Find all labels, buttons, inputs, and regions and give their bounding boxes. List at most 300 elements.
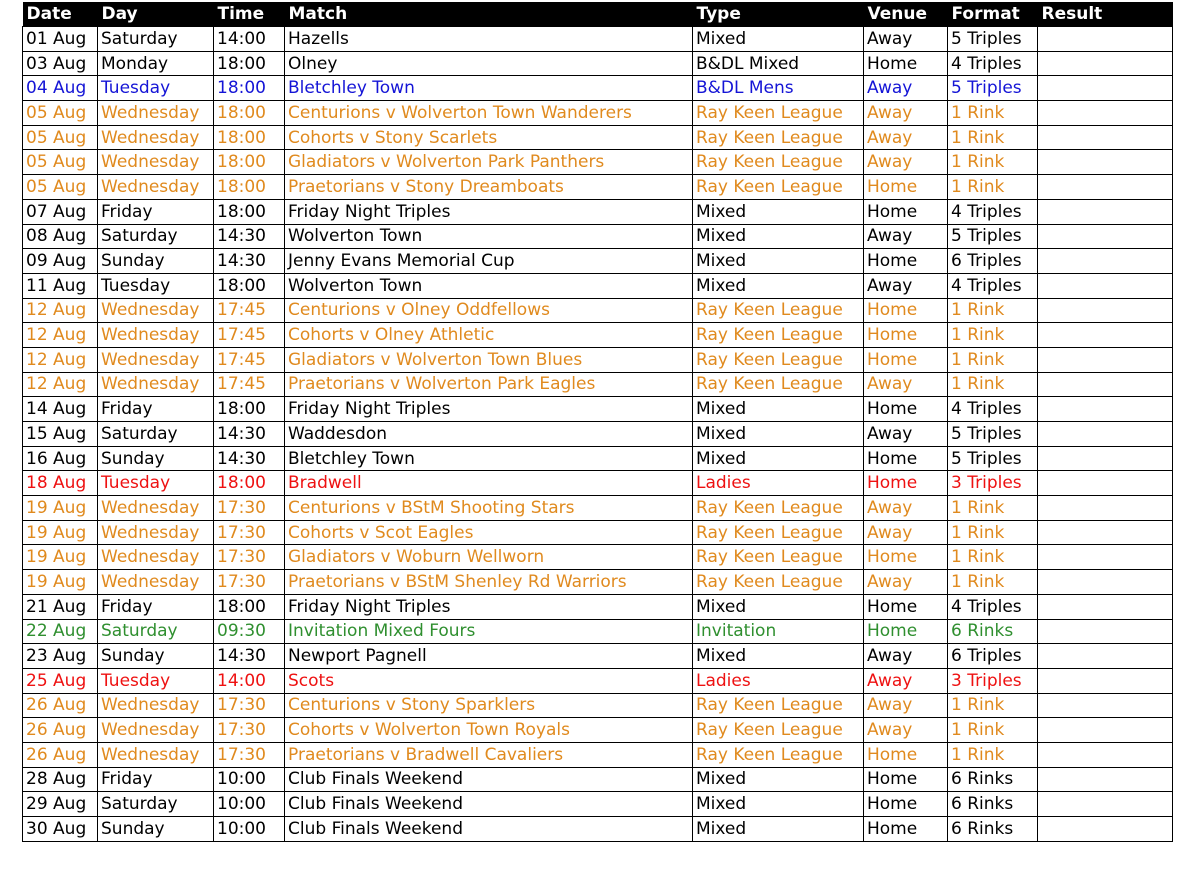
cell-venue[interactable]: Home	[864, 471, 948, 496]
cell-date[interactable]: 18 Aug	[23, 471, 98, 496]
cell-time[interactable]: 18:00	[214, 397, 285, 422]
cell-type[interactable]: Ray Keen League	[693, 323, 864, 348]
table-row	[23, 520, 1173, 545]
cell-day[interactable]: Wednesday	[98, 323, 214, 348]
cell-time[interactable]: 09:30	[214, 619, 285, 644]
cell-format[interactable]: 1 Rink	[948, 570, 1038, 595]
cell-format[interactable]: 5 Triples	[948, 76, 1038, 101]
cell-type[interactable]: Mixed	[693, 644, 864, 669]
cell-time[interactable]: 14:00	[214, 27, 285, 52]
cell-match[interactable]: Gladiators v Woburn Wellworn	[285, 545, 693, 570]
table-row	[23, 471, 1173, 496]
cell-venue[interactable]: Home	[864, 323, 948, 348]
cell-format[interactable]: 5 Triples	[948, 224, 1038, 249]
cell-format[interactable]: 1 Rink	[948, 520, 1038, 545]
cell-result[interactable]	[1038, 323, 1173, 348]
cell-result[interactable]	[1038, 249, 1173, 274]
cell-result[interactable]	[1038, 347, 1173, 372]
cell-date[interactable]: 05 Aug	[23, 125, 98, 150]
cell-match[interactable]: Cohorts v Olney Athletic	[285, 323, 693, 348]
cell-format[interactable]: 5 Triples	[948, 446, 1038, 471]
cell-date[interactable]: 05 Aug	[23, 175, 98, 200]
cell-format[interactable]: 1 Rink	[948, 150, 1038, 175]
cell-format[interactable]: 1 Rink	[948, 496, 1038, 521]
cell-match[interactable]: Praetorians v Bradwell Cavaliers	[285, 742, 693, 767]
cell-match[interactable]: Friday Night Triples	[285, 199, 693, 224]
cell-date[interactable]: 11 Aug	[23, 273, 98, 298]
cell-date[interactable]: 26 Aug	[23, 693, 98, 718]
cell-day[interactable]: Friday	[98, 767, 214, 792]
cell-date[interactable]: 26 Aug	[23, 742, 98, 767]
cell-result[interactable]	[1038, 298, 1173, 323]
header-match[interactable]: Match	[285, 2, 693, 27]
cell-format[interactable]: 4 Triples	[948, 397, 1038, 422]
cell-time[interactable]: 17:30	[214, 545, 285, 570]
cell-time[interactable]: 17:30	[214, 742, 285, 767]
cell-format[interactable]: 1 Rink	[948, 125, 1038, 150]
cell-type[interactable]: Ray Keen League	[693, 125, 864, 150]
cell-date[interactable]: 12 Aug	[23, 372, 98, 397]
cell-day[interactable]: Wednesday	[98, 298, 214, 323]
cell-result[interactable]	[1038, 471, 1173, 496]
table-row	[23, 347, 1173, 372]
cell-venue[interactable]: Away	[864, 668, 948, 693]
cell-match[interactable]: Centurions v BStM Shooting Stars	[285, 496, 693, 521]
cell-type[interactable]: Ray Keen League	[693, 347, 864, 372]
cell-venue[interactable]: Away	[864, 27, 948, 52]
cell-day[interactable]: Sunday	[98, 446, 214, 471]
table-row	[23, 101, 1173, 126]
table-row	[23, 76, 1173, 101]
cell-date[interactable]: 30 Aug	[23, 817, 98, 842]
cell-time[interactable]: 10:00	[214, 767, 285, 792]
cell-venue[interactable]: Away	[864, 125, 948, 150]
cell-day[interactable]: Saturday	[98, 422, 214, 447]
table-row	[23, 767, 1173, 792]
cell-format[interactable]: 3 Triples	[948, 471, 1038, 496]
cell-date[interactable]: 29 Aug	[23, 792, 98, 817]
cell-time[interactable]: 18:00	[214, 594, 285, 619]
cell-day[interactable]: Sunday	[98, 817, 214, 842]
cell-result[interactable]	[1038, 76, 1173, 101]
cell-date[interactable]: 22 Aug	[23, 619, 98, 644]
cell-match[interactable]: Bletchley Town	[285, 446, 693, 471]
cell-match[interactable]: Waddesdon	[285, 422, 693, 447]
cell-type[interactable]: Mixed	[693, 767, 864, 792]
table-row	[23, 150, 1173, 175]
cell-venue[interactable]: Away	[864, 273, 948, 298]
cell-date[interactable]: 07 Aug	[23, 199, 98, 224]
cell-result[interactable]	[1038, 496, 1173, 521]
cell-time[interactable]: 18:00	[214, 101, 285, 126]
cell-match[interactable]: Newport Pagnell	[285, 644, 693, 669]
cell-format[interactable]: 6 Rinks	[948, 817, 1038, 842]
cell-match[interactable]: Club Finals Weekend	[285, 792, 693, 817]
cell-time[interactable]: 14:00	[214, 668, 285, 693]
cell-result[interactable]	[1038, 767, 1173, 792]
cell-venue[interactable]: Home	[864, 249, 948, 274]
cell-format[interactable]: 5 Triples	[948, 27, 1038, 52]
cell-venue[interactable]: Home	[864, 51, 948, 76]
cell-format[interactable]: 1 Rink	[948, 718, 1038, 743]
cell-day[interactable]: Saturday	[98, 27, 214, 52]
table-row	[23, 51, 1173, 76]
cell-date[interactable]: 25 Aug	[23, 668, 98, 693]
cell-venue[interactable]: Away	[864, 372, 948, 397]
cell-day[interactable]: Wednesday	[98, 175, 214, 200]
cell-venue[interactable]: Away	[864, 150, 948, 175]
cell-date[interactable]: 05 Aug	[23, 101, 98, 126]
cell-day[interactable]: Wednesday	[98, 372, 214, 397]
cell-day[interactable]: Wednesday	[98, 545, 214, 570]
cell-time[interactable]: 17:30	[214, 718, 285, 743]
cell-venue[interactable]: Home	[864, 817, 948, 842]
cell-type[interactable]: Ray Keen League	[693, 496, 864, 521]
cell-time[interactable]: 18:00	[214, 125, 285, 150]
cell-result[interactable]	[1038, 422, 1173, 447]
cell-result[interactable]	[1038, 199, 1173, 224]
cell-type[interactable]: Ladies	[693, 668, 864, 693]
cell-format[interactable]: 6 Rinks	[948, 619, 1038, 644]
cell-day[interactable]: Monday	[98, 51, 214, 76]
cell-day[interactable]: Wednesday	[98, 693, 214, 718]
cell-result[interactable]	[1038, 668, 1173, 693]
cell-day[interactable]: Wednesday	[98, 496, 214, 521]
table-row	[23, 644, 1173, 669]
table-row	[23, 446, 1173, 471]
cell-match[interactable]: Wolverton Town	[285, 224, 693, 249]
cell-type[interactable]: Ray Keen League	[693, 150, 864, 175]
cell-day[interactable]: Friday	[98, 397, 214, 422]
cell-match[interactable]: Invitation Mixed Fours	[285, 619, 693, 644]
cell-type[interactable]: Mixed	[693, 273, 864, 298]
cell-type[interactable]: Mixed	[693, 397, 864, 422]
cell-match[interactable]: Centurions v Olney Oddfellows	[285, 298, 693, 323]
cell-time[interactable]: 18:00	[214, 175, 285, 200]
cell-result[interactable]	[1038, 175, 1173, 200]
header-type[interactable]: Type	[693, 2, 864, 27]
cell-match[interactable]: Cohorts v Scot Eagles	[285, 520, 693, 545]
cell-day[interactable]: Wednesday	[98, 150, 214, 175]
cell-venue[interactable]: Home	[864, 742, 948, 767]
cell-venue[interactable]: Home	[864, 446, 948, 471]
table-row	[23, 27, 1173, 52]
cell-time[interactable]: 17:30	[214, 496, 285, 521]
cell-result[interactable]	[1038, 742, 1173, 767]
cell-result[interactable]	[1038, 718, 1173, 743]
cell-type[interactable]: Mixed	[693, 817, 864, 842]
cell-format[interactable]: 6 Triples	[948, 249, 1038, 274]
cell-match[interactable]: Friday Night Triples	[285, 397, 693, 422]
cell-format[interactable]: 3 Triples	[948, 668, 1038, 693]
cell-date[interactable]: 16 Aug	[23, 446, 98, 471]
header-result[interactable]: Result	[1038, 2, 1173, 27]
cell-format[interactable]: 1 Rink	[948, 545, 1038, 570]
cell-result[interactable]	[1038, 101, 1173, 126]
table-row	[23, 199, 1173, 224]
cell-result[interactable]	[1038, 570, 1173, 595]
cell-match[interactable]: Scots	[285, 668, 693, 693]
cell-result[interactable]	[1038, 817, 1173, 842]
table-row	[23, 693, 1173, 718]
cell-match[interactable]: Praetorians v BStM Shenley Rd Warriors	[285, 570, 693, 595]
cell-date[interactable]: 04 Aug	[23, 76, 98, 101]
cell-date[interactable]: 26 Aug	[23, 718, 98, 743]
header-format[interactable]: Format	[948, 2, 1038, 27]
cell-result[interactable]	[1038, 594, 1173, 619]
cell-type[interactable]: Mixed	[693, 27, 864, 52]
cell-result[interactable]	[1038, 224, 1173, 249]
cell-type[interactable]: Ray Keen League	[693, 175, 864, 200]
cell-day[interactable]: Tuesday	[98, 76, 214, 101]
cell-venue[interactable]: Home	[864, 347, 948, 372]
table-row	[23, 570, 1173, 595]
cell-format[interactable]: 1 Rink	[948, 347, 1038, 372]
cell-match[interactable]: Jenny Evans Memorial Cup	[285, 249, 693, 274]
cell-format[interactable]: 1 Rink	[948, 372, 1038, 397]
table-row	[23, 224, 1173, 249]
cell-venue[interactable]: Home	[864, 594, 948, 619]
cell-date[interactable]: 12 Aug	[23, 298, 98, 323]
table-row	[23, 125, 1173, 150]
cell-date[interactable]: 15 Aug	[23, 422, 98, 447]
cell-type[interactable]: Mixed	[693, 594, 864, 619]
cell-date[interactable]: 23 Aug	[23, 644, 98, 669]
cell-day[interactable]: Saturday	[98, 792, 214, 817]
cell-type[interactable]: B&DL Mixed	[693, 51, 864, 76]
cell-day[interactable]: Tuesday	[98, 273, 214, 298]
cell-match[interactable]: Cohorts v Wolverton Town Royals	[285, 718, 693, 743]
cell-format[interactable]: 6 Rinks	[948, 792, 1038, 817]
cell-match[interactable]: Club Finals Weekend	[285, 767, 693, 792]
cell-match[interactable]: Bletchley Town	[285, 76, 693, 101]
cell-day[interactable]: Saturday	[98, 224, 214, 249]
cell-format[interactable]: 6 Rinks	[948, 767, 1038, 792]
cell-date[interactable]: 01 Aug	[23, 27, 98, 52]
cell-match[interactable]: Cohorts v Stony Scarlets	[285, 125, 693, 150]
cell-day[interactable]: Sunday	[98, 644, 214, 669]
cell-type[interactable]: Mixed	[693, 422, 864, 447]
cell-time[interactable]: 17:30	[214, 520, 285, 545]
cell-venue[interactable]: Home	[864, 199, 948, 224]
cell-day[interactable]: Saturday	[98, 619, 214, 644]
cell-format[interactable]: 1 Rink	[948, 742, 1038, 767]
table-row	[23, 323, 1173, 348]
cell-type[interactable]: Mixed	[693, 792, 864, 817]
cell-time[interactable]: 18:00	[214, 471, 285, 496]
cell-venue[interactable]: Home	[864, 175, 948, 200]
cell-match[interactable]: Gladiators v Wolverton Park Panthers	[285, 150, 693, 175]
cell-format[interactable]: 1 Rink	[948, 101, 1038, 126]
cell-match[interactable]: Centurions v Stony Sparklers	[285, 693, 693, 718]
cell-time[interactable]: 14:30	[214, 644, 285, 669]
fixtures-table	[22, 2, 1173, 842]
cell-result[interactable]	[1038, 446, 1173, 471]
cell-time[interactable]: 17:30	[214, 570, 285, 595]
table-row	[23, 619, 1173, 644]
cell-day[interactable]: Wednesday	[98, 101, 214, 126]
cell-date[interactable]: 09 Aug	[23, 249, 98, 274]
cell-type[interactable]: Mixed	[693, 249, 864, 274]
cell-date[interactable]: 19 Aug	[23, 496, 98, 521]
cell-time[interactable]: 14:30	[214, 446, 285, 471]
cell-time[interactable]: 17:45	[214, 298, 285, 323]
cell-time[interactable]: 14:30	[214, 249, 285, 274]
cell-result[interactable]	[1038, 792, 1173, 817]
cell-result[interactable]	[1038, 397, 1173, 422]
cell-time[interactable]: 18:00	[214, 76, 285, 101]
cell-venue[interactable]: Away	[864, 224, 948, 249]
cell-type[interactable]: Ray Keen League	[693, 545, 864, 570]
cell-time[interactable]: 10:00	[214, 792, 285, 817]
cell-type[interactable]: Ray Keen League	[693, 570, 864, 595]
cell-time[interactable]: 18:00	[214, 273, 285, 298]
cell-date[interactable]: 08 Aug	[23, 224, 98, 249]
table-row	[23, 372, 1173, 397]
cell-format[interactable]: 1 Rink	[948, 323, 1038, 348]
cell-time[interactable]: 17:30	[214, 693, 285, 718]
cell-result[interactable]	[1038, 125, 1173, 150]
cell-match[interactable]: Friday Night Triples	[285, 594, 693, 619]
cell-type[interactable]: Mixed	[693, 446, 864, 471]
cell-type[interactable]: Mixed	[693, 199, 864, 224]
cell-venue[interactable]: Away	[864, 496, 948, 521]
header-day[interactable]: Day	[98, 2, 214, 27]
cell-venue[interactable]: Home	[864, 767, 948, 792]
table-row	[23, 668, 1173, 693]
cell-type[interactable]: Ray Keen League	[693, 101, 864, 126]
cell-format[interactable]: 4 Triples	[948, 51, 1038, 76]
cell-day[interactable]: Wednesday	[98, 742, 214, 767]
table-row	[23, 397, 1173, 422]
cell-day[interactable]: Wednesday	[98, 520, 214, 545]
cell-format[interactable]: 1 Rink	[948, 693, 1038, 718]
cell-day[interactable]: Wednesday	[98, 125, 214, 150]
cell-venue[interactable]: Away	[864, 718, 948, 743]
cell-venue[interactable]: Away	[864, 101, 948, 126]
cell-match[interactable]: Centurions v Wolverton Town Wanderers	[285, 101, 693, 126]
cell-date[interactable]: 14 Aug	[23, 397, 98, 422]
table-row	[23, 792, 1173, 817]
cell-date[interactable]: 28 Aug	[23, 767, 98, 792]
cell-result[interactable]	[1038, 372, 1173, 397]
cell-date[interactable]: 12 Aug	[23, 347, 98, 372]
table-row	[23, 298, 1173, 323]
cell-type[interactable]: Invitation	[693, 619, 864, 644]
cell-venue[interactable]: Away	[864, 570, 948, 595]
cell-format[interactable]: 5 Triples	[948, 422, 1038, 447]
cell-format[interactable]: 6 Triples	[948, 644, 1038, 669]
header-venue[interactable]: Venue	[864, 2, 948, 27]
cell-time[interactable]: 10:00	[214, 817, 285, 842]
cell-venue[interactable]: Away	[864, 520, 948, 545]
cell-match[interactable]: Praetorians v Wolverton Park Eagles	[285, 372, 693, 397]
cell-type[interactable]: Ladies	[693, 471, 864, 496]
cell-result[interactable]	[1038, 644, 1173, 669]
cell-type[interactable]: Ray Keen League	[693, 298, 864, 323]
cell-time[interactable]: 17:45	[214, 323, 285, 348]
cell-day[interactable]: Tuesday	[98, 471, 214, 496]
cell-day[interactable]: Tuesday	[98, 668, 214, 693]
table-row	[23, 175, 1173, 200]
cell-day[interactable]: Friday	[98, 594, 214, 619]
cell-venue[interactable]: Home	[864, 298, 948, 323]
cell-format[interactable]: 4 Triples	[948, 199, 1038, 224]
cell-venue[interactable]: Away	[864, 76, 948, 101]
cell-time[interactable]: 17:45	[214, 347, 285, 372]
cell-match[interactable]: Hazells	[285, 27, 693, 52]
cell-match[interactable]: Praetorians v Stony Dreamboats	[285, 175, 693, 200]
cell-result[interactable]	[1038, 520, 1173, 545]
cell-type[interactable]: Ray Keen League	[693, 520, 864, 545]
cell-date[interactable]: 19 Aug	[23, 545, 98, 570]
cell-time[interactable]: 18:00	[214, 199, 285, 224]
cell-format[interactable]: 1 Rink	[948, 175, 1038, 200]
cell-result[interactable]	[1038, 51, 1173, 76]
cell-type[interactable]: Ray Keen League	[693, 718, 864, 743]
cell-result[interactable]	[1038, 545, 1173, 570]
cell-match[interactable]: Bradwell	[285, 471, 693, 496]
cell-result[interactable]	[1038, 273, 1173, 298]
cell-type[interactable]: B&DL Mens	[693, 76, 864, 101]
cell-result[interactable]	[1038, 27, 1173, 52]
cell-day[interactable]: Wednesday	[98, 570, 214, 595]
cell-venue[interactable]: Home	[864, 792, 948, 817]
cell-match[interactable]: Olney	[285, 51, 693, 76]
cell-day[interactable]: Wednesday	[98, 347, 214, 372]
cell-match[interactable]: Club Finals Weekend	[285, 817, 693, 842]
cell-format[interactable]: 4 Triples	[948, 594, 1038, 619]
cell-day[interactable]: Sunday	[98, 249, 214, 274]
header-time[interactable]: Time	[214, 2, 285, 27]
cell-time[interactable]: 17:45	[214, 372, 285, 397]
cell-time[interactable]: 14:30	[214, 422, 285, 447]
cell-venue[interactable]: Home	[864, 619, 948, 644]
cell-format[interactable]: 4 Triples	[948, 273, 1038, 298]
table-row	[23, 249, 1173, 274]
cell-venue[interactable]: Away	[864, 422, 948, 447]
cell-date[interactable]: 05 Aug	[23, 150, 98, 175]
cell-date[interactable]: 03 Aug	[23, 51, 98, 76]
cell-type[interactable]: Ray Keen League	[693, 742, 864, 767]
cell-venue[interactable]: Home	[864, 545, 948, 570]
cell-time[interactable]: 18:00	[214, 150, 285, 175]
cell-venue[interactable]: Away	[864, 644, 948, 669]
cell-date[interactable]: 19 Aug	[23, 570, 98, 595]
cell-venue[interactable]: Home	[864, 397, 948, 422]
cell-date[interactable]: 21 Aug	[23, 594, 98, 619]
cell-type[interactable]: Ray Keen League	[693, 372, 864, 397]
header-date[interactable]: Date	[23, 2, 98, 27]
cell-venue[interactable]: Away	[864, 693, 948, 718]
cell-time[interactable]: 18:00	[214, 51, 285, 76]
cell-day[interactable]: Wednesday	[98, 718, 214, 743]
cell-day[interactable]: Friday	[98, 199, 214, 224]
cell-match[interactable]: Gladiators v Wolverton Town Blues	[285, 347, 693, 372]
cell-result[interactable]	[1038, 619, 1173, 644]
cell-time[interactable]: 14:30	[214, 224, 285, 249]
cell-date[interactable]: 12 Aug	[23, 323, 98, 348]
cell-type[interactable]: Ray Keen League	[693, 693, 864, 718]
cell-type[interactable]: Mixed	[693, 224, 864, 249]
cell-format[interactable]: 1 Rink	[948, 298, 1038, 323]
cell-result[interactable]	[1038, 150, 1173, 175]
cell-match[interactable]: Wolverton Town	[285, 273, 693, 298]
table-row	[23, 718, 1173, 743]
cell-result[interactable]	[1038, 693, 1173, 718]
table-row	[23, 742, 1173, 767]
cell-date[interactable]: 19 Aug	[23, 520, 98, 545]
